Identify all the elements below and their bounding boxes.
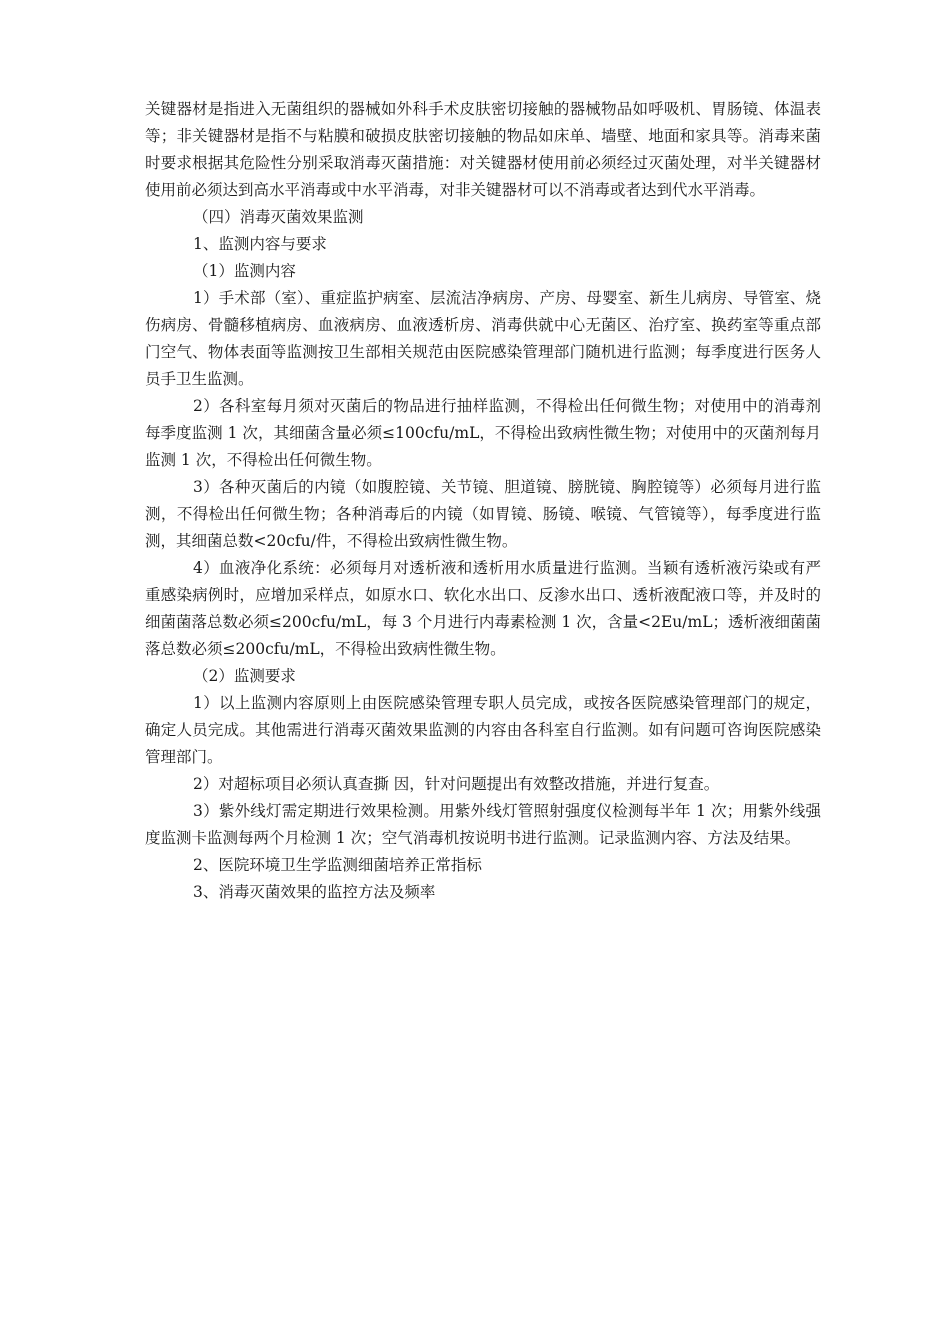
- paragraph-critical-devices: 关键器材是指进入无菌组织的器械如外科手术皮肤密切接触的器械物品如呼吸机、胃肠镜、体温表等；非关键器材是指不与粘膜和破损皮肤密切接触的物品如床单、墙壁、地面和家具等。消毒来菌时要求根据其危险性分别采取消毒灭菌措施：对关键器材使用前必须经过灭菌处理，对半关键器材使用前必须达到高水平消毒或中水平消毒，对非关键器材可以不消毒或者达到代水平消毒。: [145, 100, 821, 199]
- paragraph-item-3: 3）各种灭菌后的内镜（如腹腔镜、关节镜、胆道镜、膀胱镜、胸腔镜等）必须每月进行监测，不得检出任何微生物；各种消毒后的内镜（如胃镜、肠镜、喉镜、气管镜等），每季度进行监测，其细菌总数<20cfu/件，不得检出致病性微生物。: [145, 478, 821, 550]
- document-page: [145, 96, 821, 906]
- paragraph-item-4: 4）血液净化系统：必须每月对透析液和透析用水质量进行监测。当颖有透析液污染或有严重感染病例时，应增加采样点，如原水口、软化水出口、反渗水出口、透析液配液口等，并及时的细菌菌落总数必须≤200cfu/mL，每 3 个月进行内毒素检测 1 次，含量<2Eu/mL；透析液细菌菌落总数必须≤200cfu/mL，不得检出致病性微生物。: [145, 559, 821, 658]
- heading-control-methods: 3、消毒灭菌效果的监控方法及频率: [193, 883, 436, 901]
- paragraph-req-1: 1）以上监测内容原则上由医院感染管理专职人员完成，或按各医院感染管理部门的规定，确定人员完成。其他需进行消毒灭菌效果监测的内容由各科室自行监测。如有问题可咨询医院感染管理部门。: [145, 694, 821, 766]
- paragraph-item-1: 1）手术部（室）、重症监护病室、层流洁净病房、产房、母婴室、新生儿病房、导管室、烧伤病房、骨髓移植病房、血液病房、血液透析房、消毒供就中心无菌区、治疗室、换药室等重点部门空气、物体表面等监测按卫生部相关规范由医院感染管理部门随机进行监测；每季度进行医务人员手卫生监测。: [145, 289, 821, 388]
- section-heading-4: （四）消毒灭菌效果监测: [193, 208, 364, 226]
- paragraph-req-2: 2）对超标项目必须认真查撕 因，针对问题提出有效整改措施，并进行复查。: [193, 775, 720, 793]
- paragraph-req-3: 3）紫外线灯需定期进行效果检测。用紫外线灯管照射强度仪检测每半年 1 次；用紫外线强度监测卡监测每两个月检测 1 次；空气消毒机按说明书进行监测。记录监测内容、方法及结果。: [145, 802, 821, 847]
- subheading-monitoring-content: （1）监测内容: [193, 262, 296, 280]
- heading-environment-hygiene: 2、医院环境卫生学监测细菌培养正常指标: [193, 856, 482, 874]
- subheading-monitoring-requirements: 1、监测内容与要求: [193, 235, 327, 253]
- subheading-monitoring-requirement-2: （2）监测要求: [193, 667, 296, 685]
- paragraph-item-2: 2）各科室每月须对灭菌后的物品进行抽样监测，不得检出任何微生物；对使用中的消毒剂每季度监测 1 次，其细菌含量必须≤100cfu/mL，不得检出致病性微生物；对使用中的灭菌剂每月监测 1 次，不得检出任何微生物。: [145, 397, 821, 469]
